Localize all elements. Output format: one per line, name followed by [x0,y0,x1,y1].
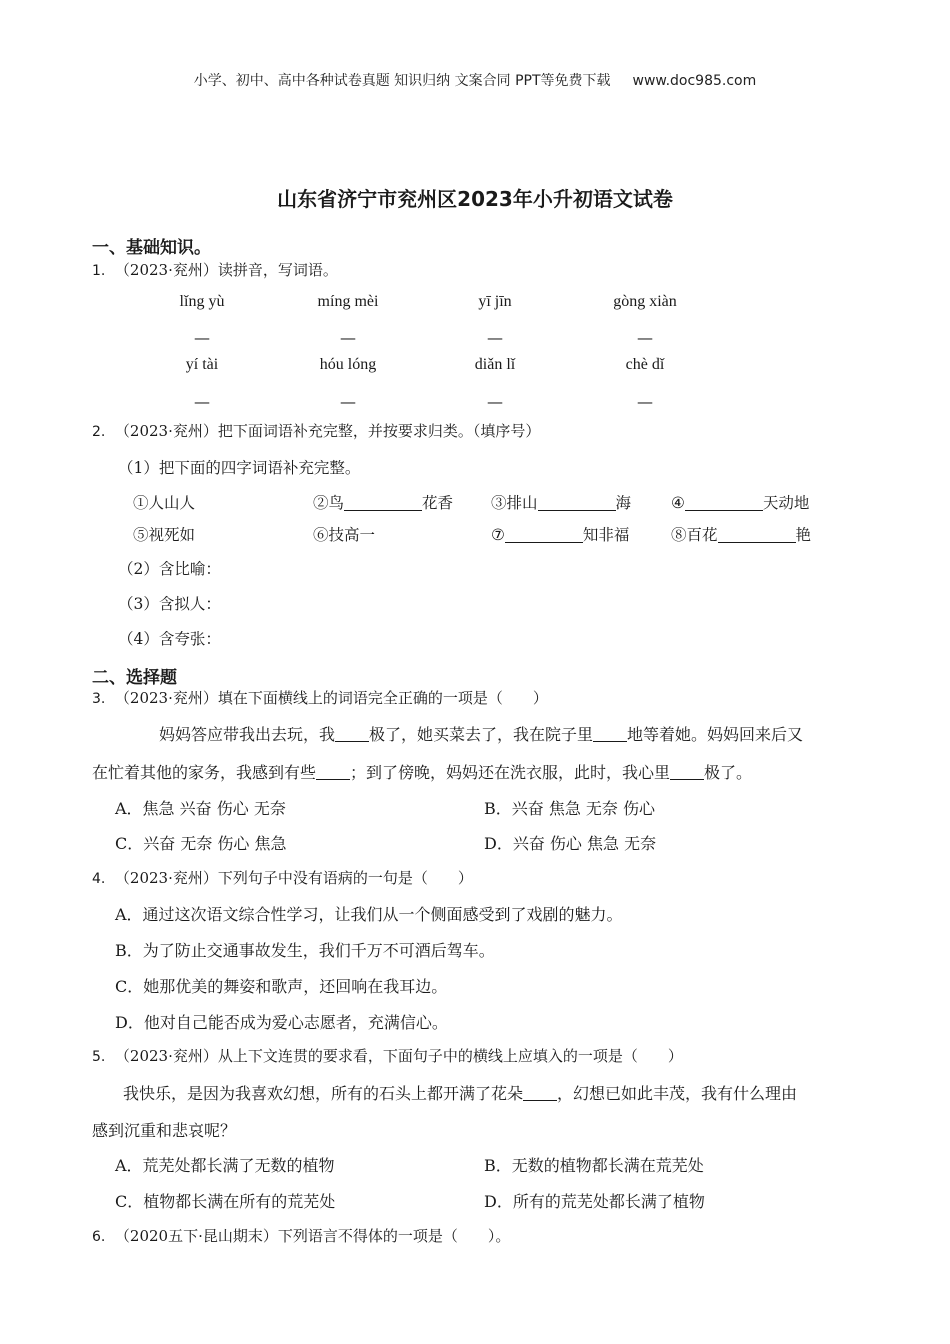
question-number: 3. [92,691,106,707]
idiom-item [133,491,195,513]
passage-text: 在忙着其他的家务，我感到有些 [92,763,317,782]
passage-text: 极了。 [704,763,753,782]
idiom-text: ②鸟 [313,494,345,512]
fill-blank[interactable] [593,727,627,742]
fill-blank[interactable] [335,727,369,742]
answer-dash[interactable]: — [487,328,503,347]
question-4-stem [92,867,473,888]
question-number: 5. [92,1049,106,1065]
question-6-stem [92,1225,510,1246]
pinyin-item: gòng xiàn [613,293,677,310]
idiom-text: ⑦ [491,526,505,544]
idiom-item [491,523,629,545]
idiom-text: ④ [671,494,685,512]
question-1-stem [92,259,338,280]
question-number: 6. [92,1229,106,1245]
section-heading-basics: 一、基础知识。 [92,238,211,258]
question-text: （2023·兖州）从上下文连贯的要求看，下面句子中的横线上应填入的一项是（ ） [114,1047,683,1065]
option-b[interactable]: B．兴奋 焦急 无奈 伤心 [484,799,656,818]
question-text: （2020五下·昆山期末）下列语言不得体的一项是（ ）。 [114,1227,511,1245]
passage-line [92,760,752,783]
answer-dash[interactable]: — [340,328,356,347]
idiom-text: 海 [615,494,632,512]
pinyin-item: yí tài [185,356,219,373]
idiom-blank[interactable] [685,494,763,511]
passage-text: 地等着她。妈妈回来后又 [627,725,804,744]
page-header [0,70,950,90]
question-number: 4. [92,871,106,887]
sub-question-1: （1）把下面的四字词语补充完整。 [118,459,361,477]
question-2-stem [92,420,540,441]
fill-blank[interactable] [670,765,704,780]
question-3-stem [92,687,548,708]
sub-question-4: （4）含夸张： [118,630,221,648]
option-d[interactable]: D．兴奋 伤心 焦急 无奈 [484,834,657,853]
option-c[interactable]: C．植物都长满在所有的荒芜处 [115,1192,336,1211]
question-text: （2023·兖州）下列句子中没有语病的一句是（ ） [114,869,473,887]
passage-text: 我快乐，是因为我喜欢幻想，所有的石头上都开满了花朵 [123,1084,524,1103]
answer-dash[interactable]: — [194,328,210,347]
option-c[interactable]: C．她那优美的舞姿和歌声，还回响在我耳边。 [115,977,448,996]
option-b[interactable]: B．无数的植物都长满在荒芜处 [484,1156,704,1175]
idiom-item [491,491,631,513]
header-tagline: 小学、初中、高中各种试卷真题 知识归纳 文案合同 PPT等免费下载 [193,73,611,89]
idiom-item [313,523,375,545]
question-number: 1. [92,263,106,279]
idiom-blank[interactable] [718,526,796,543]
passage-line: 感到沉重和悲哀呢？ [92,1121,237,1140]
idiom-blank[interactable] [344,494,422,511]
idiom-text: ①人山人 [133,494,196,512]
section-heading-choice: 二、选择题 [92,668,177,688]
question-text: （2023·兖州）填在下面横线上的词语完全正确的一项是（ ） [114,689,548,707]
option-b[interactable]: B．为了防止交通事故发生，我们千万不可酒后驾车。 [115,941,495,960]
idiom-blank[interactable] [505,526,583,543]
pinyin-item: míng mèi [317,293,379,310]
pinyin-item: chè dǐ [625,356,665,373]
answer-dash[interactable]: — [487,392,503,411]
question-number: 2. [92,424,106,440]
option-a[interactable]: A．荒芜处都长满了无数的植物 [115,1156,335,1175]
idiom-text: ⑥技高一 [313,526,376,544]
passage-text: ，幻想已如此丰茂，我有什么理由 [557,1084,798,1103]
passage-line [159,722,803,745]
header-site[interactable]: www.doc985.com [632,73,757,89]
idiom-text: 天动地 [762,494,810,512]
question-text: （2023·兖州）读拼音，写词语。 [114,261,338,279]
idiom-item [313,491,453,513]
pinyin-item: lǐng yù [179,293,225,310]
question-text: （2023·兖州）把下面词语补充完整，并按要求归类。（填序号） [114,422,541,440]
idiom-text: ⑤视死如 [133,526,196,544]
passage-line [123,1081,797,1104]
idiom-item [671,523,811,545]
option-a[interactable]: A．通过这次语文综合性学习，让我们从一个侧面感受到了戏剧的魅力。 [115,905,623,924]
question-5-stem [92,1045,683,1066]
passage-text: 妈妈答应带我出去玩，我 [159,725,336,744]
fill-blank[interactable] [523,1086,557,1101]
idiom-item [133,523,195,545]
answer-dash[interactable]: — [194,392,210,411]
option-d[interactable]: D．所有的荒芜处都长满了植物 [484,1192,705,1211]
idiom-text: ③排山 [491,494,538,512]
idiom-item [671,491,809,513]
idiom-text: 艳 [795,526,812,544]
idiom-text: ⑧百花 [671,526,718,544]
sub-question-2: （2）含比喻： [118,560,221,578]
idiom-text: 知非福 [582,526,630,544]
passage-text: 极了，她买菜去了，我在院子里 [369,725,594,744]
sub-question-3: （3）含拟人： [118,595,221,613]
answer-dash[interactable]: — [637,328,653,347]
option-c[interactable]: C．兴奋 无奈 伤心 焦急 [115,834,287,853]
pinyin-item: diǎn lǐ [474,356,516,373]
option-a[interactable]: A．焦急 兴奋 伤心 无奈 [115,799,286,818]
answer-dash[interactable]: — [637,392,653,411]
option-d[interactable]: D．他对自己能否成为爱心志愿者，充满信心。 [115,1013,448,1032]
pinyin-item: hóu lóng [319,356,377,373]
idiom-blank[interactable] [538,494,616,511]
pinyin-item: yī jīn [478,293,512,310]
idiom-text: 花香 [422,494,454,512]
passage-text: ；到了傍晚，妈妈还在洗衣服，此时，我心里 [350,763,671,782]
fill-blank[interactable] [316,765,350,780]
answer-dash[interactable]: — [340,392,356,411]
page-title: 山东省济宁市兖州区2023年小升初语文试卷 [277,187,673,211]
